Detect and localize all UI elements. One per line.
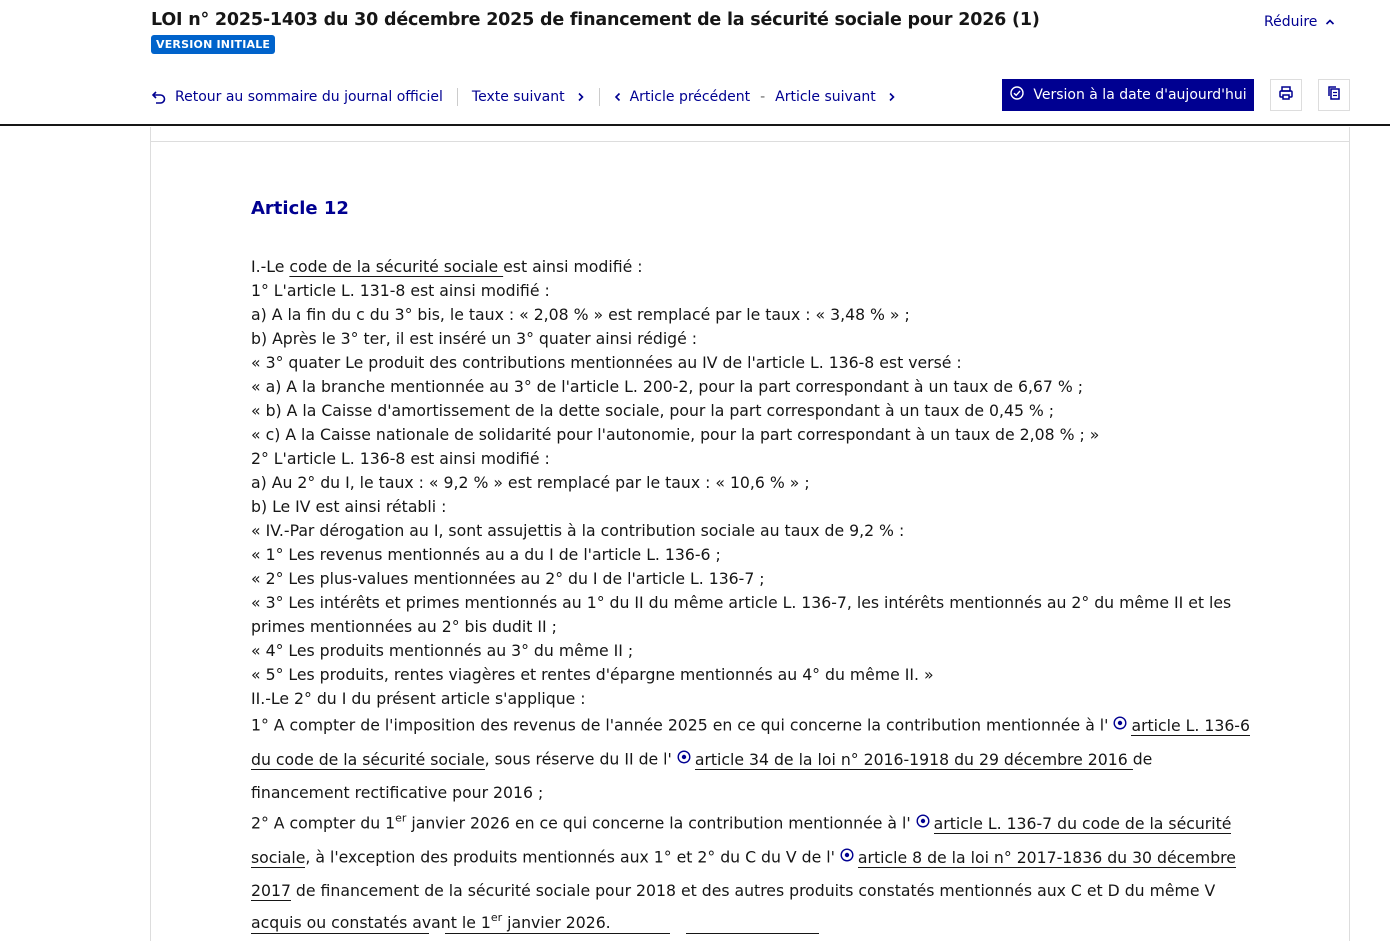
chevron-right-icon [888,92,896,102]
back-to-summary-link[interactable] [151,89,443,105]
current-version-button[interactable] [1002,79,1254,111]
article-line: a) A la fin du c du 3° bis, le taux : « 2,08 % » est remplacé par le taux : « 3,48 % » ; [251,305,910,324]
article-line: « c) A la Caisse nationale de solidarité pour l'autonomie, pour la part correspondant à un taux de 2,08 % ; » [251,425,1100,444]
check-circle-icon [1009,85,1025,105]
article-paragraph [251,709,1251,809]
next-article-link[interactable] [775,89,896,105]
undo-arrow-icon [151,89,167,105]
print-button[interactable] [1270,79,1302,111]
paragraph-text: janvier 2026. [502,913,611,932]
paragraph-text: de financement de la sécurité sociale pour 2018 et des autres produits constatés mentionnés aux C et D du même V acquis ou constatés avant le 1 [251,881,1216,932]
chevron-up-icon [1325,14,1335,30]
code-securite-sociale-link[interactable]: code de la sécurité sociale [289,257,504,276]
article-l136-6-link[interactable]: article L. 136-6 du code de la sécurité sociale [251,715,1250,769]
eye-icon [1113,709,1127,741]
article-line: « 3° Les intérêts et primes mentionnés au 1° du II du même article L. 136-7, les intérêts mentionnés au 2° du même II et les primes mentionnées au 2° bis dudit II ; [251,593,1232,636]
footer-link-underline[interactable] [445,933,670,934]
previous-article-link[interactable] [614,89,750,105]
line-text: I.-Le [251,257,290,276]
card-top-edge [150,127,1350,141]
nav-separator [457,88,458,106]
article-l136-7-link[interactable]: article L. 136-7 du code de la sécurité sociale [251,813,1232,867]
article-line: b) Après le 3° ter, il est inséré un 3° quater ainsi rédigé : [251,329,698,348]
article-line: « 2° Les plus-values mentionnées au 2° du I de l'article L. 136-7 ; [251,569,765,588]
article-line: « 3° quater Le produit des contributions mentionnées au IV de l'article L. 136-8 est versé : [251,353,962,372]
superscript: er [395,811,407,825]
next-text-label: Texte suivant [471,89,565,105]
next-article-label: Article suivant [775,89,876,105]
reduce-button[interactable] [1264,14,1335,30]
paragraph-text: de financement rectificative pour 2016 ; [251,749,1153,802]
footer-link-underline[interactable] [251,933,429,934]
eye-icon [677,743,691,775]
version-badge: VERSION INITIALE [151,35,275,54]
superscript: er [490,911,503,924]
nav-dash: - [760,89,766,105]
article-line: « 4° Les produits mentionnés au 3° du même II ; [251,641,634,660]
back-to-summary-label: Retour au sommaire du journal officiel [175,89,443,105]
copy-icon [1326,85,1342,105]
article-line: 2° L'article L. 136-8 est ainsi modifié : [251,449,550,468]
current-version-label: Version à la date d'aujourd'hui [1033,87,1247,103]
nav-separator [599,88,600,106]
previous-article-label: Article précédent [629,89,751,105]
article-line: 1° L'article L. 131-8 est ainsi modifié : [251,281,550,300]
article-8-loi-2017-link[interactable]: article 8 de la loi n° 2017-1836 du 30 décembre 2017 [251,847,1236,900]
article-title: Article 12 [251,198,349,219]
eye-icon [840,841,854,873]
article-line: « a) A la branche mentionnée au 3° de l'article L. 200-2, pour la part correspondant à un taux de 6,67 % ; [251,377,1084,396]
footer-link-underline[interactable] [686,933,819,934]
paragraph-text: , sous réserve du II de l' [484,749,677,769]
article-line: « IV.-Par dérogation au I, sont assujettis à la contribution sociale au taux de 9,2 % : [251,521,905,540]
reduce-label: Réduire [1264,14,1318,30]
copy-button[interactable] [1318,79,1350,111]
article-navigation [151,86,896,108]
article-body [251,255,1251,939]
line-text: est ainsi modifié : [503,257,643,276]
eye-icon [916,807,930,839]
chevron-left-icon [614,92,622,102]
article-line: « 5° Les produits, rentes viagères et rentes d'épargne mentionnés au 4° du même II. » [251,665,934,684]
printer-icon [1278,85,1294,105]
article-paragraph [251,807,1251,939]
next-text-link[interactable] [472,89,585,105]
article-line: « 1° Les revenus mentionnés au a du I de l'article L. 136-6 ; [251,545,721,564]
article-line: b) Le IV est ainsi rétabli : [251,497,447,516]
article-line: II.-Le 2° du I du présent article s'applique : [251,689,586,708]
page-header [0,0,1390,126]
law-title: LOI n° 2025-1403 du 30 décembre 2025 de financement de la sécurité sociale pour 2026 (1) [151,10,1040,30]
paragraph-text: , à l'exception des produits mentionnés aux 1° et 2° du C du V de l' [305,847,840,867]
article-34-loi-2016-link[interactable]: article 34 de la loi n° 2016-1918 du 29 décembre 2016 [694,749,1133,769]
paragraph-text: janvier 2026 en ce qui concerne la contribution mentionnée à l' [406,813,916,833]
paragraph-text: 1° A compter de l'imposition des revenus de l'année 2025 en ce qui concerne la contribution mentionnée à l' [251,715,1114,735]
article-line [251,255,1251,279]
article-line: « b) A la Caisse d'amortissement de la dette sociale, pour la part correspondant à un taux de 0,45 % ; [251,401,1055,420]
article-line: a) Au 2° du I, le taux : « 9,2 % » est remplacé par le taux : « 10,6 % » ; [251,473,810,492]
paragraph-text: 2° A compter du 1 [251,813,396,833]
chevron-right-icon [577,92,585,102]
